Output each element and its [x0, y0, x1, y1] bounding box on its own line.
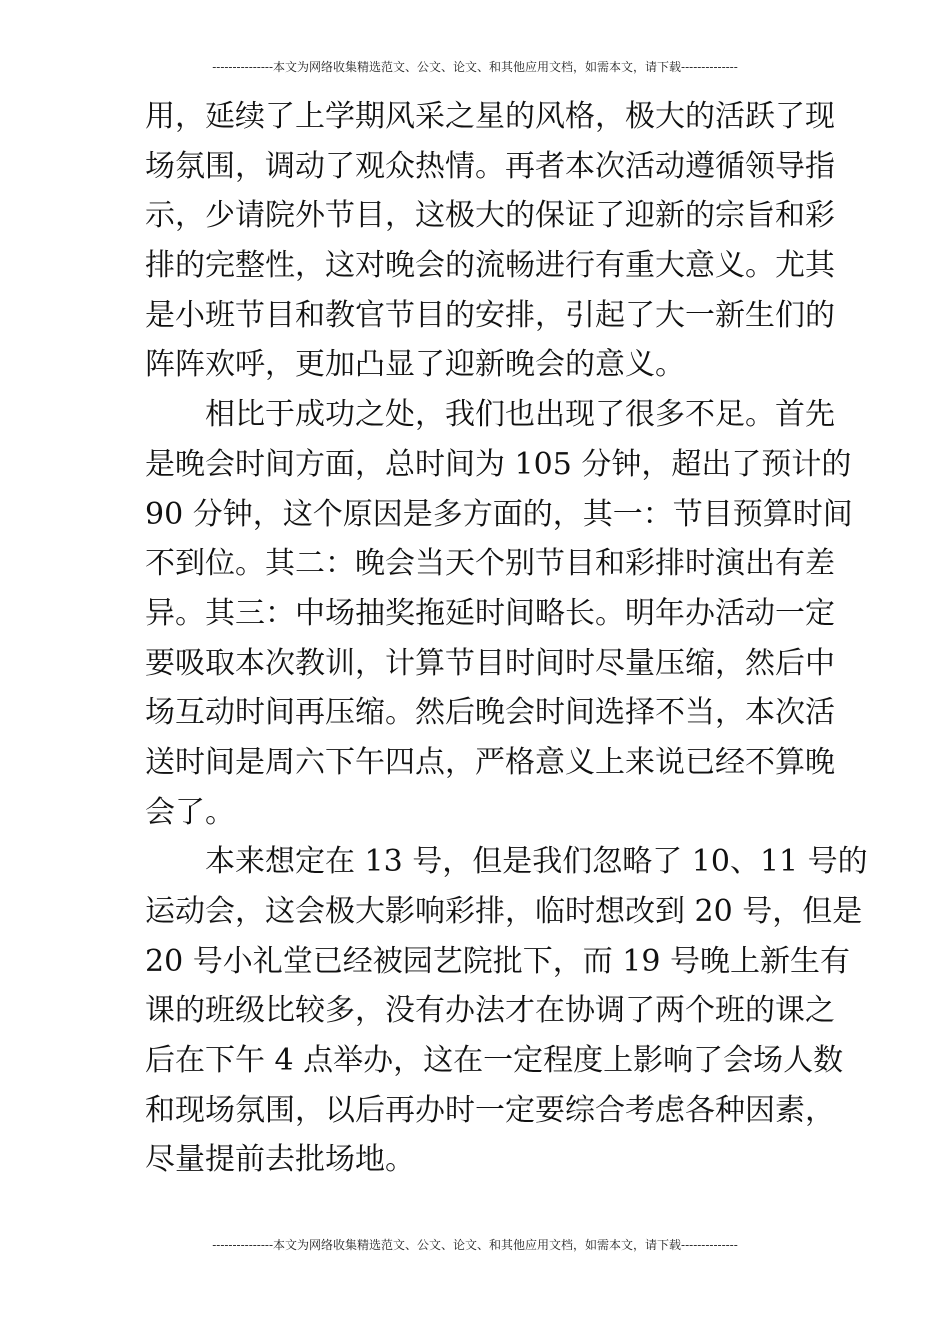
- text-line: 运动会，这会极大影响彩排，临时想改到 20 号，但是: [145, 894, 863, 929]
- document-body: [145, 92, 868, 1185]
- text-line: 排的完整性，这对晚会的流畅进行有重大意义。尤其: [145, 248, 835, 284]
- text-line: 20 号小礼堂已经被园艺院批下，而 19 号晚上新生有: [145, 943, 850, 979]
- text-line: 会了。: [145, 794, 235, 830]
- text-line: 用，延续了上学期风采之星的风格，极大的活跃了现: [145, 99, 835, 134]
- text-line: 场互动时间再压缩。然后晚会时间选择不当，本次活: [145, 695, 835, 731]
- text-line: 后在下午 4 点举办，这在一定程度上影响了会场人数: [145, 1043, 844, 1079]
- text-line: 课的班级比较多，没有办法才在协调了两个班的课之: [145, 993, 835, 1029]
- text-line: 是晚会时间方面，总时间为 105 分钟，超出了预计的: [145, 446, 852, 482]
- text-line: 90 分钟，这个原因是多方面的，其一：节目预算时间: [145, 496, 853, 532]
- text-line: 相比于成功之处，我们也出现了很多不足。首先: [205, 397, 835, 433]
- text-line: 送时间是周六下午四点，严格意义上来说已经不算晚: [145, 744, 835, 780]
- paragraph-1: [145, 92, 835, 390]
- text-line: 阵阵欢呼，更加凸显了迎新晚会的意义。: [145, 347, 685, 383]
- page-header-notice: ---------------本文为网络收集精选范文、公文、论文、和其他应用文档，如需本文，请下载--------------: [212, 60, 738, 74]
- text-line: 要吸取本次教训，计算节目时间时尽量压缩，然后中: [145, 645, 835, 681]
- text-line: 和现场氛围，以后再办时一定要综合考虑各种因素，: [145, 1092, 835, 1128]
- text-line: 不到位。其二：晚会当天个别节目和彩排时演出有差: [145, 546, 835, 582]
- paragraph-3: [145, 837, 868, 1185]
- text-line: 本来想定在 13 号，但是我们忽略了 10、11 号的: [205, 844, 868, 880]
- text-line: 示，少请院外节目，这极大的保证了迎新的宗旨和彩: [145, 198, 835, 234]
- page-footer-notice: ---------------本文为网络收集精选范文、公文、论文、和其他应用文档，如需本文，请下载--------------: [212, 1238, 738, 1252]
- text-line: 异。其三：中场抽奖拖延时间略长。明年办活动一定: [145, 595, 835, 631]
- text-line: 是小班节目和教官节目的安排，引起了大一新生们的: [145, 297, 835, 333]
- text-line: 尽量提前去批场地。: [145, 1142, 415, 1178]
- text-line: 场氛围，调动了观众热情。再者本次活动遵循领导指: [145, 148, 835, 184]
- paragraph-2: [145, 390, 853, 837]
